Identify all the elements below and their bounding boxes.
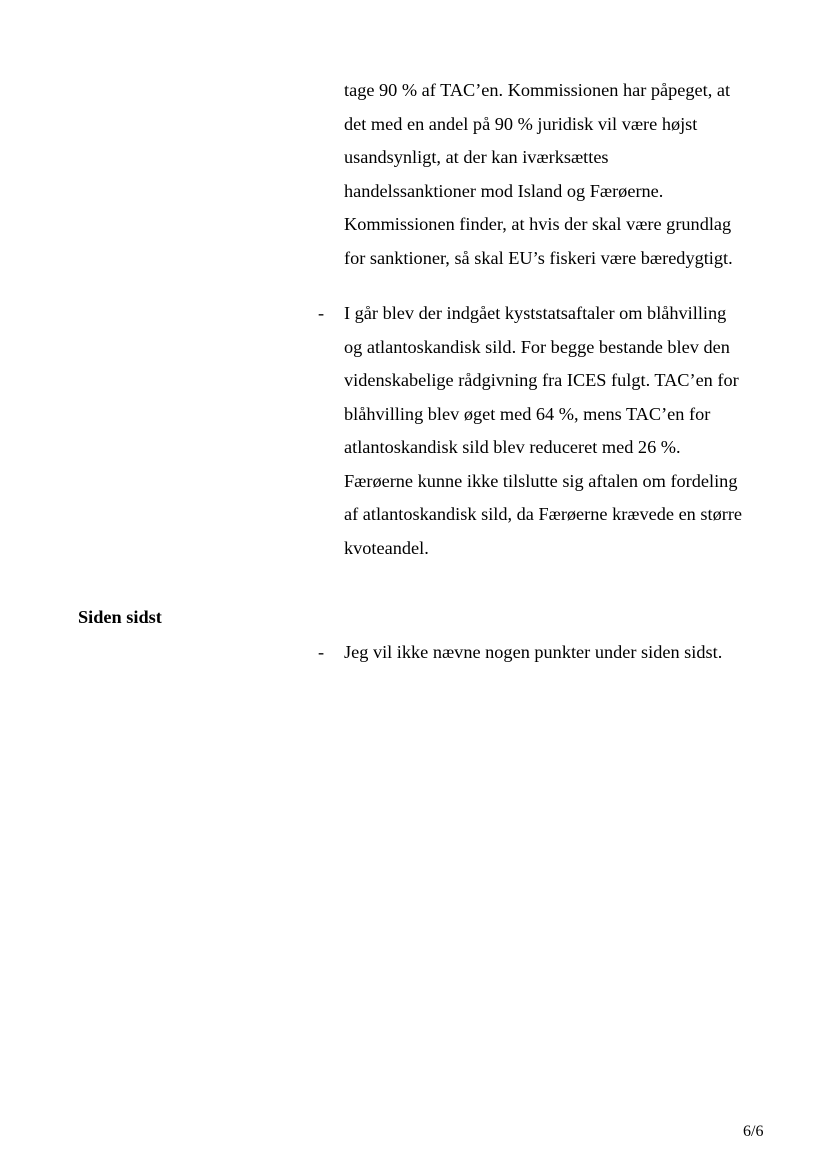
continued-paragraph xyxy=(344,74,784,275)
paragraph-line: I går blev der indgået kyststatsaftaler om blåhvilling xyxy=(344,303,727,323)
paragraph-line: og atlantoskandisk sild. For begge bestande blev den xyxy=(344,336,730,357)
bullet-marker: - xyxy=(318,303,325,323)
paragraph-line: usandsynligt, at der kan iværksættes xyxy=(344,147,609,167)
paragraph-line: det med en andel på 90 % juridisk vil være højst xyxy=(344,113,698,134)
paragraph-line: tage 90 % af TAC’en. Kommissionen har påpeget, at xyxy=(344,80,731,100)
paragraph-line: handelssanktioner mod Island og Færøerne. xyxy=(344,180,664,201)
paragraph-line: af atlantoskandisk sild, da Færøerne krævede en større xyxy=(344,504,743,524)
bullet-kyststat-text xyxy=(344,297,784,565)
bullet-siden-sidst-text xyxy=(344,636,784,670)
paragraph-line: atlantoskandisk sild blev reduceret med 26 %. xyxy=(344,437,681,457)
paragraph-line: Kommissionen finder, at hvis der skal være grundlag xyxy=(344,214,732,234)
paragraph-line: Færøerne kunne ikke tilslutte sig aftalen om fordeling xyxy=(344,470,738,491)
section-heading-siden-sidst: Siden sidst xyxy=(78,607,162,627)
paragraph-line: kvoteandel. xyxy=(344,537,429,558)
paragraph-line: for sanktioner, så skal EU’s fiskeri være bæredygtigt. xyxy=(344,247,733,268)
page-number: 6/6 xyxy=(743,1123,764,1140)
paragraph-line: videnskabelige rådgivning fra ICES fulgt. TAC’en for xyxy=(344,370,739,390)
bullet-marker: - xyxy=(318,642,325,662)
paragraph-line: Jeg vil ikke nævne nogen punkter under siden sidst. xyxy=(344,642,723,662)
paragraph-line: blåhvilling blev øget med 64 %, mens TAC’en for xyxy=(344,403,711,424)
